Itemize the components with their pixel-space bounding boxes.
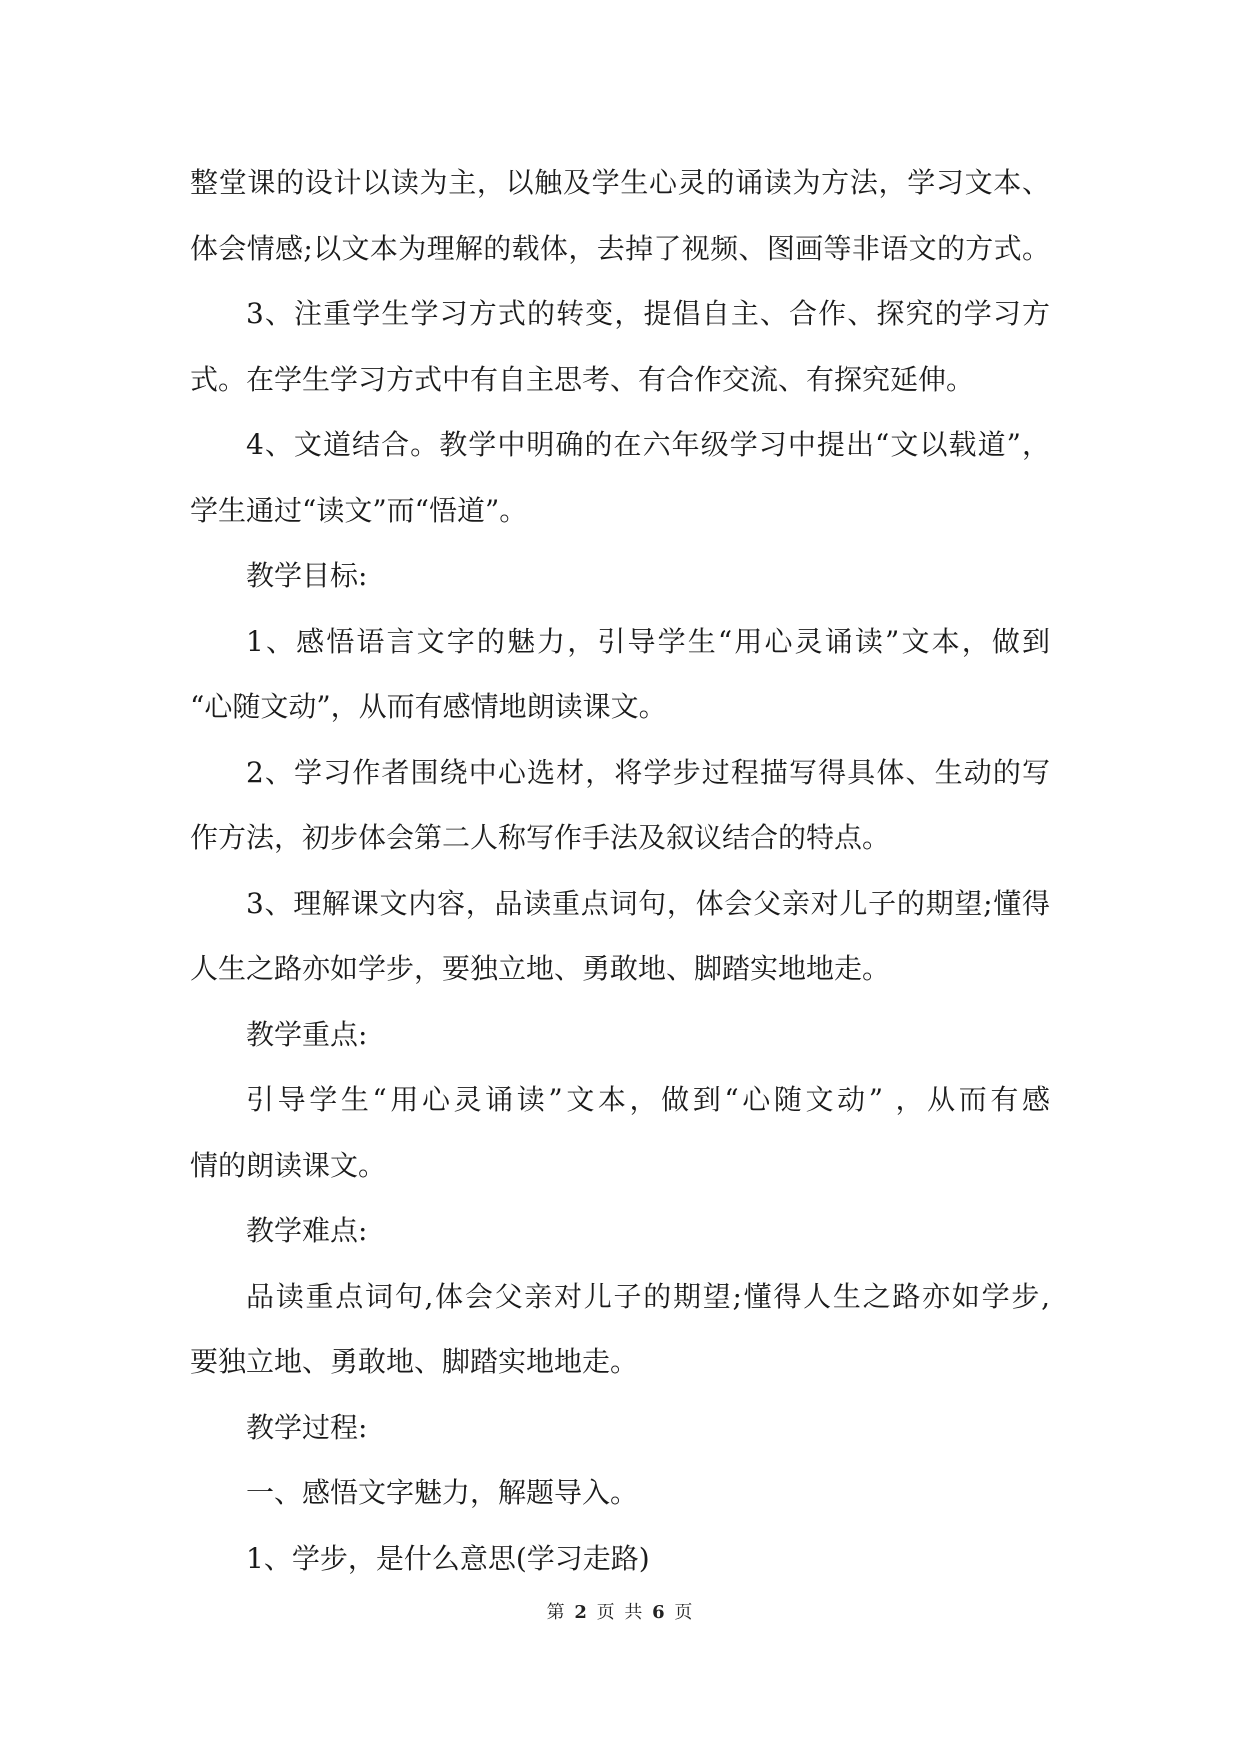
text-line: 引导学生“用心灵诵读”文本，做到“心随文动” ，从而有感 [246, 1083, 1050, 1116]
section-heading: 教学目标: [246, 559, 368, 592]
section-heading: 教学难点: [246, 1214, 368, 1247]
footer-prefix: 第 [546, 1602, 567, 1623]
section-heading: 教学重点: [246, 1017, 368, 1051]
footer-suffix: 页 [674, 1602, 695, 1623]
page-footer [0, 1598, 1241, 1624]
text-line: 体会情感;以文本为理解的载体，去掉了视频、图画等非语文的方式。 [190, 231, 1050, 265]
text-line: “心随文动”，从而有感情地朗读课文。 [190, 690, 667, 723]
text-line: 作方法，初步体会第二人称写作手法及叙议结合的特点。 [190, 821, 891, 854]
text-line: 1、感悟语言文字的魅力，引导学生“用心灵诵读”文本，做到 [246, 624, 1050, 658]
section-heading: 教学过程: [246, 1410, 368, 1444]
text-line: 3、理解课文内容，品读重点词句，体会父亲对儿子的期望;懂得 [246, 886, 1050, 920]
text-line: 学生通过“读文”而“悟道”。 [190, 493, 528, 527]
text-line: 式。在学生学习方式中有自主思考、有合作交流、有探究延伸。 [190, 362, 975, 396]
text-line: 人生之路亦如学步，要独立地、勇敢地、脚踏实地地走。 [190, 952, 891, 985]
document-body [190, 150, 1050, 1591]
footer-middle: 页 共 [596, 1602, 645, 1623]
text-line: 一、感悟文字魅力，解题导入。 [246, 1476, 639, 1509]
text-line: 4、文道结合。教学中明确的在六年级学习中提出“文以载道”， [246, 428, 1050, 461]
text-line: 2、学习作者围绕中心选材，将学步过程描写得具体、生动的写 [246, 755, 1050, 789]
total-page-count: 6 [652, 1602, 667, 1623]
text-line: 品读重点词句,体会父亲对儿子的期望;懂得人生之路亦如学步, [246, 1279, 1050, 1313]
text-line: 要独立地、勇敢地、脚踏实地地走。 [190, 1345, 639, 1378]
text-line: 情的朗读课文。 [190, 1148, 387, 1182]
text-line: 整堂课的设计以读为主，以触及学生心灵的诵读为方法，学习文本、 [190, 166, 1050, 199]
current-page-number: 2 [574, 1602, 589, 1623]
text-line: 3、注重学生学习方式的转变，提倡自主、合作、探究的学习方 [246, 297, 1050, 330]
text-line: 1、学步，是什么意思(学习走路) [246, 1541, 650, 1575]
